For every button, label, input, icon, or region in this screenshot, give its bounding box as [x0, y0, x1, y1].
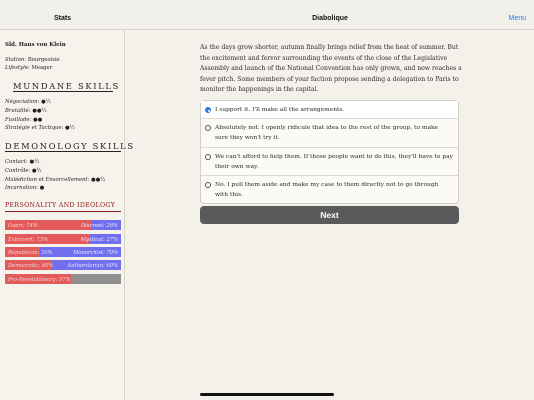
bar-left-label: Extrovert: 73%: [8, 236, 48, 243]
mundane-skills-list: [5, 98, 121, 132]
choice-text: No. I pull them aside and make my case to them directly not to go through with this.: [215, 182, 439, 199]
demonology-skills-list: [5, 158, 121, 192]
menu-button[interactable]: Menu: [508, 15, 526, 22]
personality-bars: [5, 220, 121, 284]
radio-button[interactable]: [205, 125, 211, 131]
choice-list: [200, 100, 459, 204]
radio-button[interactable]: [205, 182, 211, 188]
bar-right-label: Monarchist: 70%: [73, 250, 118, 257]
lifestyle-line: Lifestyle: Meager: [5, 65, 53, 72]
main-header: [126, 0, 534, 30]
skill-line: Stratégie et Tactique: ●½: [5, 125, 75, 132]
choice-text: We can't afford to help them. If those people want to do this, they'll have to pay their own way.: [215, 153, 453, 170]
bar-left-label: Democratic: 40%: [8, 263, 54, 270]
narrative-text: As the days grow shorter, autumn finally brings relief from the heat of summer. But the excitement and fervor surrounding the events of the close of the Legislative Assembly and launch of the National Convention has only grown, and now reaches a fever pitch. Some members of your faction propose sending a delegation to Paris to monitor the happenings in the capital.: [200, 44, 462, 94]
stats-panel[interactable]: [5, 41, 135, 287]
sidebar-title: Stats: [53, 15, 72, 22]
choice-option[interactable]: [201, 101, 458, 119]
personality-bar: [5, 260, 121, 270]
next-button[interactable]: Next: [200, 206, 459, 224]
demonology-skills-heading: DEMONOLOGY SKILLS: [5, 140, 135, 151]
choice-option[interactable]: [201, 148, 458, 176]
bar-left-label: Pro-Revolutionary: 57%: [8, 276, 71, 283]
page-title: Diabolique: [312, 15, 348, 22]
radio-button[interactable]: [205, 107, 211, 113]
personality-bar: [5, 247, 121, 257]
bar-right-fill: [71, 274, 121, 284]
personality-bar: [5, 234, 121, 244]
sidebar: [0, 0, 135, 400]
choice-text: Absolutely not. I openly ridicule that idea to the rest of the group, to make sure they won't try it.: [215, 125, 439, 142]
personality-bar: [5, 220, 121, 230]
skill-line: Contact: ●½: [5, 159, 40, 166]
character-name: Sld. Hans von Klein: [5, 42, 66, 48]
skill-line: Négociation: ●½: [5, 99, 51, 106]
station-line: Station: Bourgeoisie: [5, 56, 60, 63]
mundane-skills-heading: MUNDANE SKILLS: [13, 80, 121, 91]
personality-bar: [5, 274, 121, 284]
choice-option[interactable]: [201, 119, 458, 147]
skill-line: Brutalité: ●●½: [5, 107, 47, 114]
bar-left-label: Overt: 74%: [8, 223, 38, 230]
bar-left-label: Republican: 30%: [8, 250, 53, 257]
skill-line: Fusillade: ●●: [5, 116, 43, 123]
home-indicator: [200, 393, 334, 396]
bar-right-label: Mystical: 27%: [80, 236, 118, 243]
personality-heading: PERSONALITY AND IDEOLOGY: [5, 202, 121, 213]
choice-text: I support it. I'll make all the arrangements.: [215, 107, 345, 113]
choice-option[interactable]: [201, 176, 458, 203]
bar-right-label: Discreet: 26%: [80, 223, 118, 230]
radio-button[interactable]: [205, 154, 211, 160]
bar-right-label: Authoritarian: 60%: [67, 263, 118, 270]
skill-line: Malédiction et Ensorcellement: ●●½: [5, 176, 106, 183]
skill-line: Incarnation: ●: [5, 185, 45, 192]
sidebar-header: [0, 0, 125, 30]
skill-line: Contrôle: ●½: [5, 167, 42, 174]
